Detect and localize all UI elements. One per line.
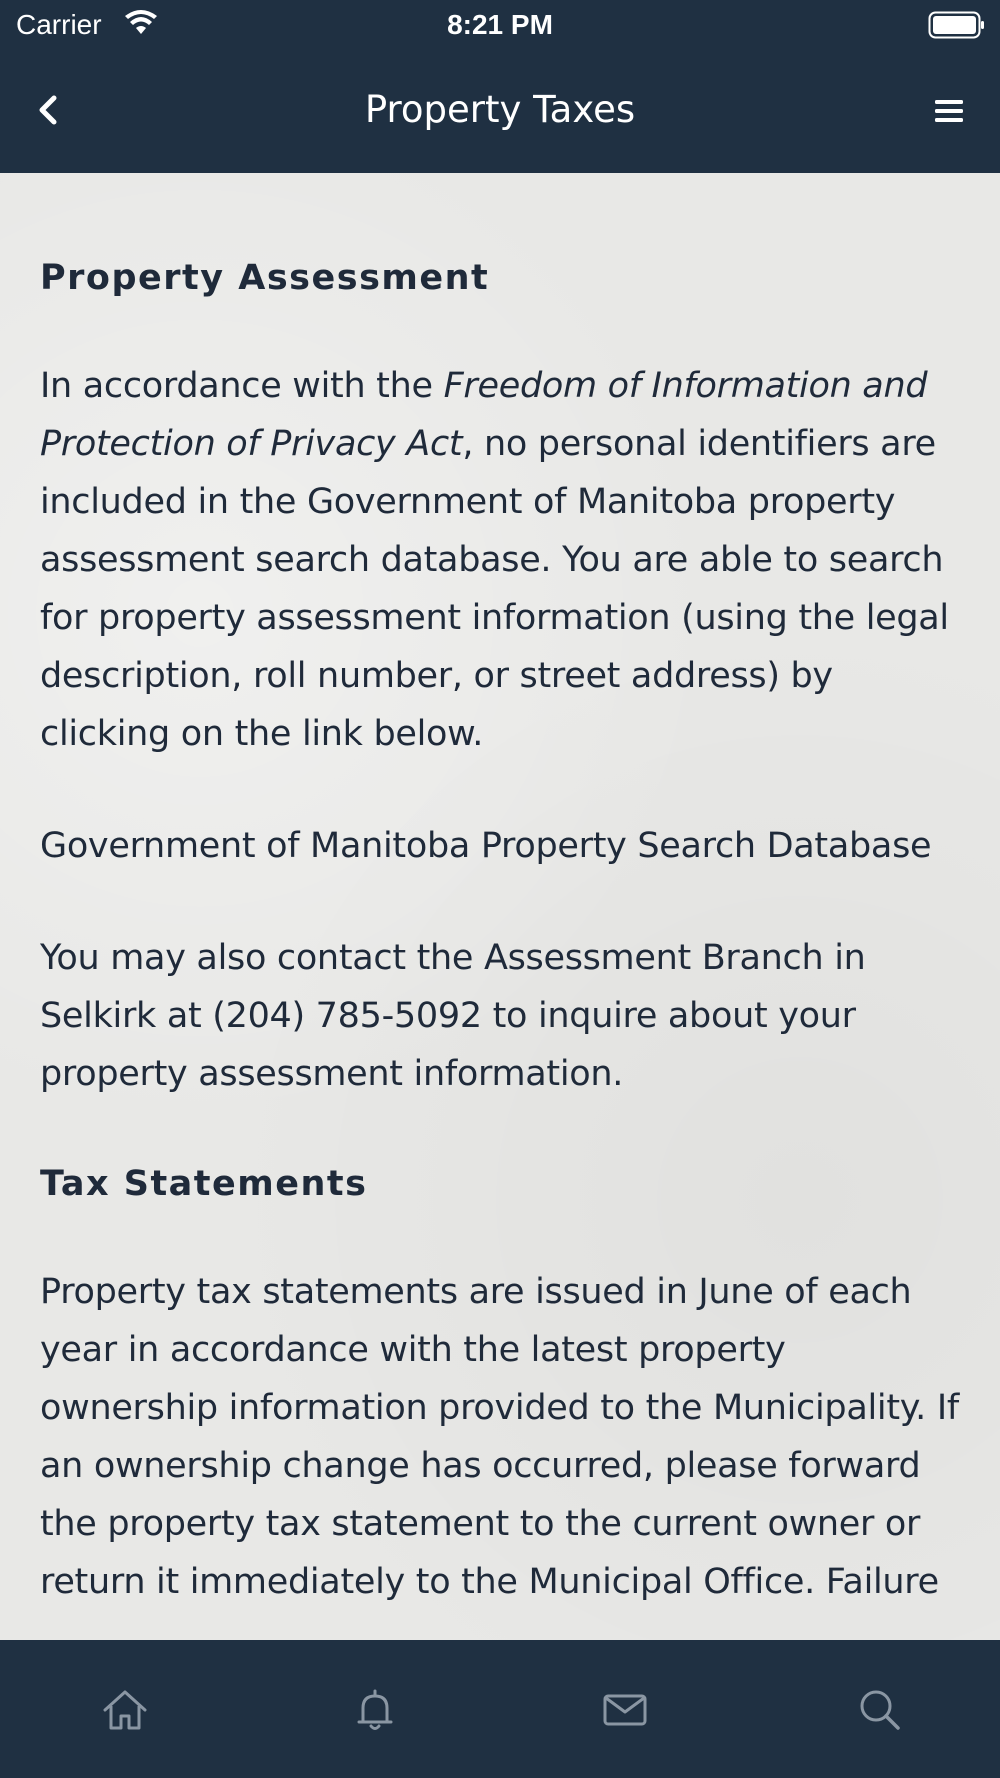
tab-search[interactable] xyxy=(850,1680,910,1740)
page-title: Property Taxes xyxy=(364,88,636,131)
content-scroll-area[interactable] xyxy=(0,173,1000,1640)
assessment-paragraph xyxy=(40,357,960,763)
carrier-label: Carrier xyxy=(16,9,102,40)
status-bar xyxy=(0,0,1000,50)
tab-home[interactable] xyxy=(95,1680,155,1740)
tax-statements-paragraph: Property tax statements are issued in June of each year in accordance with the latest property ownership information provided to the Municipality. If an ownership change has occurred, please forward the property tax statement to the current owner or return it immediately to the Municipal Office. Failure xyxy=(40,1272,959,1602)
search-icon xyxy=(850,1680,910,1740)
assessment-branch-paragraph: You may also contact the Assessment Branch in Selkirk at (204) 785-5092 to inquire about your property assessment information. xyxy=(40,938,866,1094)
battery-icon xyxy=(928,11,986,46)
navigation-bar xyxy=(0,50,1000,173)
home-icon xyxy=(95,1680,155,1740)
tab-bar xyxy=(0,1640,1000,1778)
menu-button[interactable] xyxy=(932,96,966,126)
hamburger-menu-icon xyxy=(932,96,966,126)
clock-time: 8:21 PM xyxy=(447,9,553,40)
tab-messages[interactable] xyxy=(595,1680,655,1740)
property-search-database-link[interactable]: Government of Manitoba Property Search Database xyxy=(40,826,932,866)
heading-tax-statements: Tax Statements xyxy=(40,1164,368,1204)
bell-icon xyxy=(345,1680,405,1740)
assessment-paragraph-prefix: In accordance with the xyxy=(40,366,444,406)
tab-notifications[interactable] xyxy=(345,1680,405,1740)
heading-property-assessment: Property Assessment xyxy=(40,258,490,298)
assessment-paragraph-suffix: , no personal identifiers are included in the Government of Manitoba property assessment search database. You are able to search for property assessment information (using the legal description, roll number, or street address) by clicking on the link below. xyxy=(40,424,949,754)
mail-icon xyxy=(595,1680,655,1740)
act-name: Freedom of Information and Protection of Privacy Act xyxy=(40,366,928,464)
